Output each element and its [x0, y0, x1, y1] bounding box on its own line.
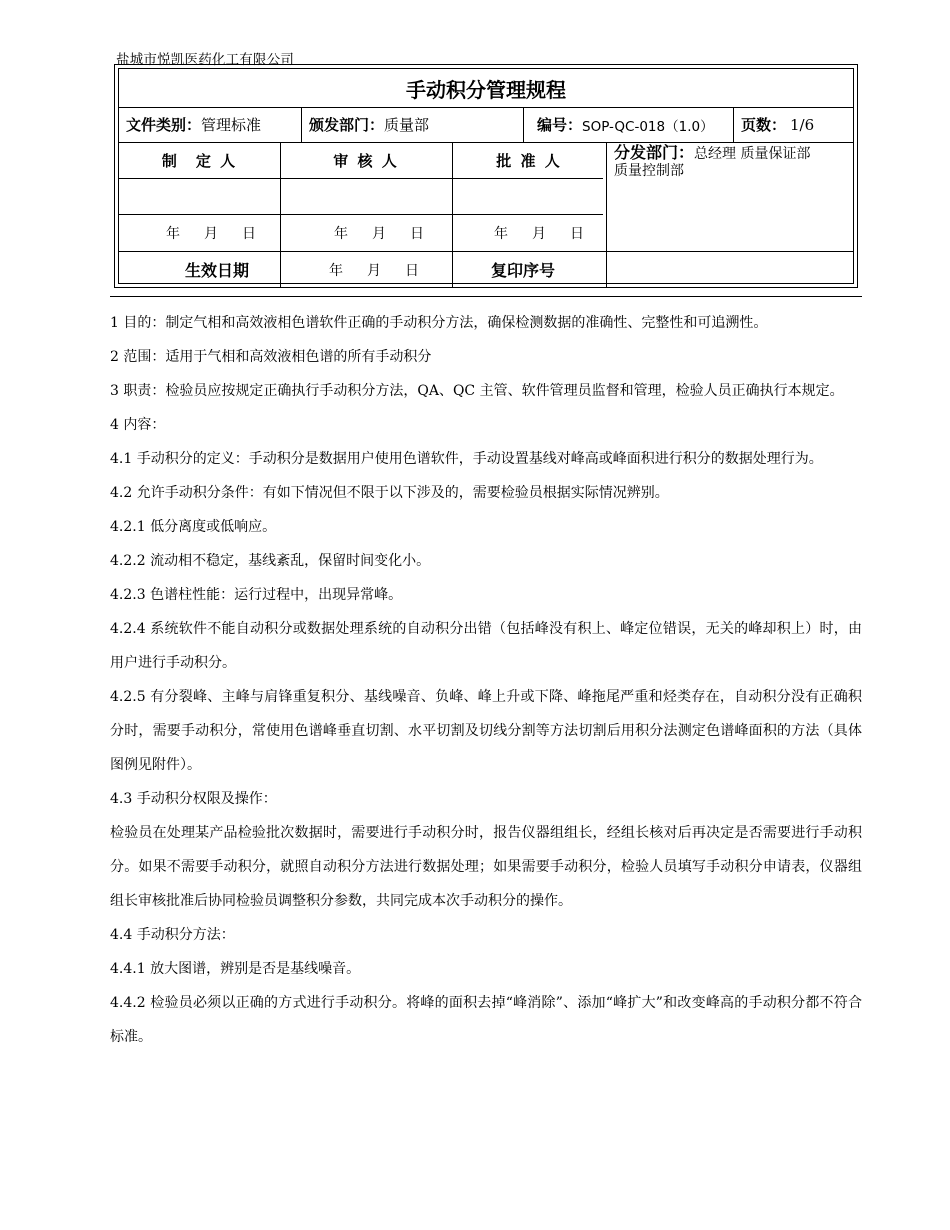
doc-code-field [537, 107, 714, 142]
day-text: 日 [405, 262, 419, 279]
doc-code-label: 编号： [537, 116, 583, 134]
year-text: 年 [334, 225, 348, 242]
paragraph: 4.4 手动积分方法： [110, 927, 235, 943]
paragraph: 4.2.4 系统软件不能自动积分或数据处理系统的自动积分出错（包括峰没有积上、峰定位错误，无关的峰却积上）时，由用户进行手动积分。 [110, 621, 862, 671]
paragraph: 3 职责：检验员应按规定正确执行手动积分方法，QA、QC 主管、软件管理员监督和管理，检验人员正确执行本规定。 [110, 383, 844, 399]
header-divider [110, 296, 862, 297]
paragraph: 4.2.3 色谱柱性能：运行过程中，出现异常峰。 [110, 587, 403, 603]
company-name: 盐城市悦凯医药化工有限公司 [116, 52, 295, 68]
year-text: 年 [329, 262, 343, 279]
paragraph: 4 内容： [110, 417, 166, 433]
paragraph: 4.1 手动积分的定义：手动积分是数据用户使用色谱软件，手动设置基线对峰高或峰面积进行积分的数据处理行为。 [110, 451, 823, 467]
month-text: 月 [367, 262, 381, 279]
year-text: 年 [166, 225, 180, 242]
approver-date [494, 214, 584, 251]
document-title: 手动积分管理规程 [406, 77, 566, 102]
paragraph: 4.2 允许手动积分条件：有如下情况但不限于以下涉及的，需要检验员根据实际情况辨别。 [110, 485, 669, 501]
page-count-label: 页数： [741, 116, 787, 134]
reviewer-date [334, 214, 424, 251]
paragraph: 2 范围：适用于气相和高效液相色谱的所有手动积分 [110, 349, 432, 365]
paragraph: 4.4.1 放大图谱，辨别是否是基线噪音。 [110, 961, 361, 977]
file-type-label: 文件类别： [126, 116, 202, 134]
distribution-value-2: 质量控制部 [614, 163, 684, 179]
effective-date-value [329, 251, 419, 288]
page-count-value: 1/6 [790, 115, 815, 134]
paragraph: 4.2.1 低分离度或低响应。 [110, 519, 277, 535]
approver-label: 批 准 人 [496, 151, 562, 170]
document-header-table [114, 64, 858, 288]
paragraph: 检验员在处理某产品检验批次数据时，需要进行手动积分时，报告仪器组组长，经组长核对后再决定是否需要进行手动积分。如果不需要手动积分，就照自动积分方法进行数据处理；如果需要手动积分，检验人员填写手动积分申请表，仪器组组长审核批准后协同检验员调整积分参数，共同完成本次手动积分的操作。 [110, 825, 862, 909]
copy-number-label: 复印序号 [491, 261, 556, 280]
month-text: 月 [532, 225, 546, 242]
month-text: 月 [204, 225, 218, 242]
document-body [110, 306, 862, 1054]
year-text: 年 [494, 225, 508, 242]
paragraph: 4.4.2 检验员必须以正确的方式进行手动积分。将峰的面积去掉“峰消除”、添加“峰扩大”和改变峰高的手动积分都不符合标准。 [110, 995, 862, 1045]
issue-dept-field [309, 107, 429, 142]
paragraph: 4.3 手动积分权限及操作： [110, 791, 277, 807]
distribution-value-1: 总经理 质量保证部 [694, 146, 811, 162]
file-type-value: 管理标准 [201, 116, 262, 134]
file-type-field [126, 107, 261, 142]
maker-label: 制 定 人 [161, 151, 238, 170]
day-text: 日 [242, 225, 256, 242]
maker-date [166, 214, 256, 251]
month-text: 月 [372, 225, 386, 242]
paragraph: 4.2.2 流动相不稳定，基线紊乱，保留时间变化小。 [110, 553, 431, 569]
reviewer-label: 审 核 人 [333, 151, 399, 170]
page-count-field [741, 107, 814, 142]
day-text: 日 [410, 225, 424, 242]
issue-dept-value: 质量部 [384, 116, 430, 134]
distribution-field [614, 145, 858, 179]
issue-dept-label: 颁发部门： [309, 116, 385, 134]
distribution-label: 分发部门： [614, 143, 695, 162]
paragraph: 4.2.5 有分裂峰、主峰与肩锋重复积分、基线噪音、负峰、峰上升或下降、峰拖尾严重和烃类存在，自动积分没有正确积分时，需要手动积分，常使用色谱峰垂直切割、水平切割及切线分割等方法切割后用积分法测定色谱峰面积的方法（具体图例见附件）。 [110, 689, 862, 773]
day-text: 日 [570, 225, 584, 242]
doc-code-value: SOP-QC-018（1.0） [582, 118, 714, 135]
effective-date-label: 生效日期 [185, 261, 250, 280]
paragraph: 1 目的：制定气相和高效液相色谱软件正确的手动积分方法，确保检测数据的准确性、完整性和可追溯性。 [110, 315, 768, 331]
